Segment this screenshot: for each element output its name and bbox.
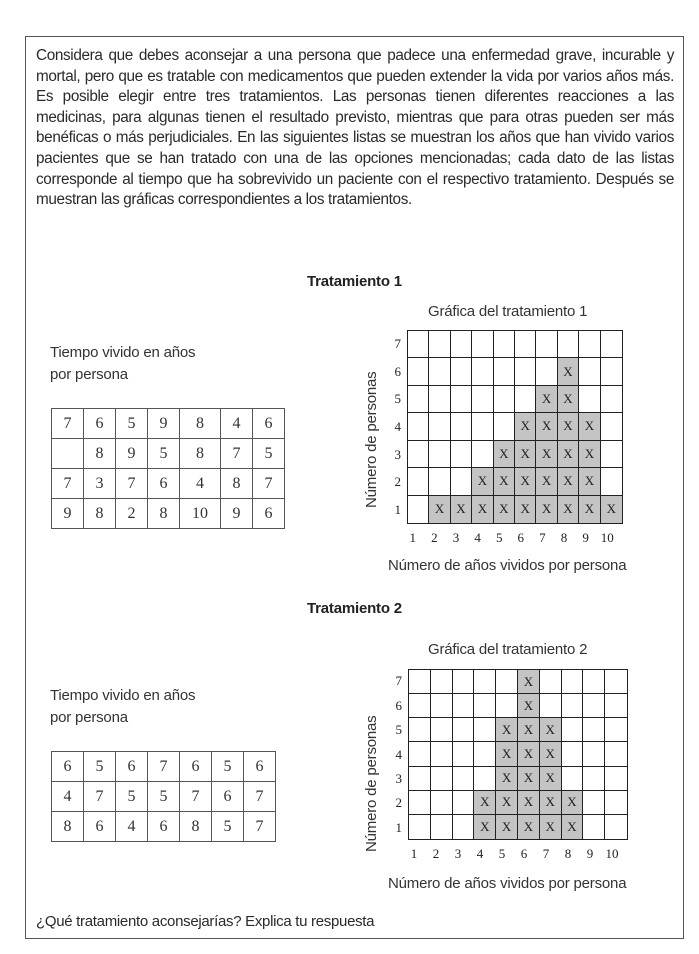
chart-cell [472, 413, 493, 440]
chart-cell [409, 767, 431, 791]
chart-cell [536, 358, 557, 385]
y-tick-label: 4 [395, 746, 402, 762]
table-cell: 6 [84, 812, 116, 842]
chart-cell [579, 386, 600, 413]
treatment-2-data-table [51, 751, 276, 842]
chart-cell [431, 670, 453, 694]
chart-cell: X [474, 815, 496, 839]
chart-cell: X [536, 413, 557, 440]
table-cell: 8 [221, 469, 253, 499]
chart-cell: X [518, 694, 540, 718]
table-row [52, 812, 276, 842]
chart-1-y-axis-label: Número de personas [363, 371, 380, 508]
table-row [52, 439, 285, 469]
y-tick-label: 3 [395, 770, 402, 786]
chart-cell [562, 694, 584, 718]
x-tick-label: 1 [409, 530, 417, 545]
chart-cell [409, 670, 431, 694]
chart-cell [431, 767, 453, 791]
table-cell: 6 [212, 782, 244, 812]
table-row [52, 499, 285, 529]
chart-cell [429, 413, 450, 440]
x-tick-label: 10 [605, 846, 619, 861]
chart-cell [429, 358, 450, 385]
chart-cell [540, 694, 562, 718]
chart-cell [605, 718, 627, 742]
chart-2-title: Gráfica del tratamiento 2 [428, 641, 588, 658]
chart-cell [540, 670, 562, 694]
table-cell: 9 [52, 499, 84, 529]
table-cell: 6 [148, 812, 180, 842]
y-tick-label: 2 [395, 795, 402, 811]
chart-cell: X [536, 386, 557, 413]
chart-cell: X [579, 496, 600, 523]
table-cell: 7 [116, 469, 148, 499]
x-tick-label: 8 [564, 846, 572, 861]
chart-cell [431, 815, 453, 839]
chart-cell: X [472, 468, 493, 495]
x-tick-label: 7 [542, 846, 550, 861]
chart-cell: X [558, 496, 579, 523]
chart-cell [451, 331, 472, 358]
table-cell [52, 439, 84, 469]
table-cell: 6 [253, 409, 285, 439]
chart-cell [474, 767, 496, 791]
chart-cell: X [451, 496, 472, 523]
treatment-1-data-table [51, 408, 285, 529]
caption-line-2: por persona [50, 709, 128, 726]
chart-cell [431, 694, 453, 718]
chart-cell [451, 386, 472, 413]
treatment-2-chart-grid [408, 669, 628, 840]
chart-cell [601, 331, 622, 358]
table-cell: 4 [180, 469, 221, 499]
y-tick-label: 5 [394, 391, 401, 407]
y-tick-label: 2 [394, 474, 401, 490]
chart-cell: X [518, 670, 540, 694]
chart-cell [605, 742, 627, 766]
chart-cell [494, 413, 515, 440]
chart-cell [562, 670, 584, 694]
treatment-1-title: Tratamiento 1 [307, 273, 402, 290]
chart-cell: X [496, 718, 518, 742]
chart-cell [429, 331, 450, 358]
chart-cell [409, 791, 431, 815]
y-tick-label: 7 [395, 673, 402, 689]
table-cell: 8 [180, 439, 221, 469]
y-tick-label: 3 [394, 446, 401, 462]
x-tick-label: 9 [586, 846, 594, 861]
chart-cell: X [472, 496, 493, 523]
caption-line-1: Tiempo vivido en años [50, 687, 196, 704]
question-prompt: ¿Qué tratamiento aconsejarías? Explica tu respuesta [36, 913, 375, 930]
chart-cell [451, 441, 472, 468]
chart-cell: X [558, 358, 579, 385]
table-cell: 8 [180, 812, 212, 842]
table-cell: 7 [148, 752, 180, 782]
chart-1-title: Gráfica del tratamiento 1 [428, 303, 588, 320]
chart-cell: X [536, 441, 557, 468]
chart-cell: X [496, 767, 518, 791]
intro-paragraph: Considera que debes aconsejar a una persona que padece una enfermedad grave, incurable y mortal, pero que es tratable con medicamentos que pueden extender la vida por varios años más. Es posible elegir entre tres tratamientos. Las personas tienen diferentes reacciones a las medicinas, para algunas tienen el resultado previsto, mientras que para otras pueden ser más benéficas o más perjudiciales. En las siguientes listas se muestran los años que han vivido varios pacientes que se han tratado con una de las opciones mencionadas; cada dato de las listas corresponde al tiempo que ha sobrevivido un paciente con el respectivo tratamiento. Después se muestran las gráficas correspondientes a los tratamientos. [36, 47, 674, 209]
table-cell: 5 [116, 409, 148, 439]
chart-cell: X [515, 468, 536, 495]
chart-cell: X [494, 496, 515, 523]
chart-cell [451, 358, 472, 385]
chart-cell [431, 742, 453, 766]
table-cell: 7 [253, 469, 285, 499]
chart-cell [515, 386, 536, 413]
table-cell: 5 [116, 782, 148, 812]
x-tick-label: 10 [600, 530, 614, 545]
treatment-1-chart-grid [407, 330, 623, 524]
chart-cell: X [562, 791, 584, 815]
chart-cell [583, 718, 605, 742]
table-cell: 7 [244, 812, 276, 842]
table-cell: 4 [52, 782, 84, 812]
chart-cell: X [496, 742, 518, 766]
table-cell: 9 [221, 499, 253, 529]
chart-1-x-axis-label: Número de años vividos por persona [388, 557, 627, 574]
chart-cell [601, 358, 622, 385]
chart-2-x-axis-label: Número de años vividos por persona [388, 875, 627, 892]
table-cell: 8 [180, 409, 221, 439]
table-1-caption [50, 342, 195, 386]
x-tick-label: 3 [452, 530, 460, 545]
table-cell: 5 [212, 812, 244, 842]
chart-cell: X [494, 441, 515, 468]
chart-cell [605, 694, 627, 718]
chart-cell [429, 441, 450, 468]
table-cell: 5 [212, 752, 244, 782]
chart-cell [453, 670, 475, 694]
chart-cell [453, 742, 475, 766]
chart-cell: X [540, 742, 562, 766]
chart-cell [453, 694, 475, 718]
y-tick-label: 5 [395, 722, 402, 738]
chart-cell [474, 670, 496, 694]
x-tick-label: 3 [454, 846, 462, 861]
chart-cell [562, 742, 584, 766]
chart-cell [515, 358, 536, 385]
chart-cell: X [518, 767, 540, 791]
chart-cell [583, 694, 605, 718]
chart-cell [408, 468, 429, 495]
chart-cell: X [518, 718, 540, 742]
chart-cell: X [515, 496, 536, 523]
chart-cell: X [536, 496, 557, 523]
chart-cell [605, 815, 627, 839]
y-tick-label: 6 [394, 363, 401, 379]
chart-cell [494, 358, 515, 385]
table-row [52, 409, 285, 439]
chart-cell: X [579, 413, 600, 440]
chart-cell [408, 358, 429, 385]
chart-cell [494, 331, 515, 358]
chart-cell: X [558, 468, 579, 495]
chart-cell [429, 468, 450, 495]
table-cell: 6 [253, 499, 285, 529]
x-tick-label: 6 [520, 846, 528, 861]
chart-cell: X [518, 791, 540, 815]
y-tick-label: 4 [394, 419, 401, 434]
chart-cell [472, 441, 493, 468]
table-row [52, 782, 276, 812]
chart-cell [451, 468, 472, 495]
chart-cell [408, 413, 429, 440]
table-cell: 6 [180, 752, 212, 782]
chart-cell [583, 670, 605, 694]
table-cell: 8 [84, 499, 116, 529]
chart-cell: X [540, 718, 562, 742]
table-cell: 6 [52, 752, 84, 782]
chart-cell [605, 670, 627, 694]
x-tick-label: 4 [474, 530, 481, 545]
table-cell: 4 [116, 812, 148, 842]
chart-cell [583, 767, 605, 791]
chart-cell [605, 767, 627, 791]
chart-cell: X [601, 496, 622, 523]
chart-cell [472, 386, 493, 413]
x-tick-label: 2 [431, 530, 438, 545]
table-cell: 6 [116, 752, 148, 782]
chart-cell: X [540, 815, 562, 839]
chart-cell: X [515, 413, 536, 440]
chart-cell [409, 718, 431, 742]
table-cell: 8 [52, 812, 84, 842]
chart-cell: X [558, 413, 579, 440]
chart-cell: X [579, 468, 600, 495]
chart-cell [601, 413, 622, 440]
x-tick-label: 8 [560, 530, 568, 545]
table-cell: 5 [253, 439, 285, 469]
x-tick-label: 5 [495, 530, 503, 545]
table-cell: 7 [52, 469, 84, 499]
chart-cell: X [474, 791, 496, 815]
table-cell: 4 [221, 409, 253, 439]
chart-cell [583, 791, 605, 815]
table-cell: 7 [221, 439, 253, 469]
chart-cell [474, 742, 496, 766]
table-cell: 8 [148, 499, 180, 529]
chart-2-y-axis-label: Número de personas [363, 715, 380, 852]
chart-cell: X [429, 496, 450, 523]
chart-cell [583, 742, 605, 766]
chart-cell [409, 742, 431, 766]
chart-cell: X [496, 791, 518, 815]
chart-cell [409, 815, 431, 839]
x-tick-label: 6 [517, 530, 525, 545]
x-tick-label: 4 [476, 846, 484, 861]
chart-cell [453, 791, 475, 815]
chart-cell [558, 331, 579, 358]
x-tick-label: 5 [498, 846, 506, 861]
table-cell: 5 [148, 439, 180, 469]
chart-cell [408, 496, 429, 523]
table-cell: 3 [84, 469, 116, 499]
table-cell: 8 [84, 439, 116, 469]
chart-cell [515, 331, 536, 358]
chart-cell: X [518, 742, 540, 766]
table-cell: 5 [84, 752, 116, 782]
table-cell: 7 [84, 782, 116, 812]
chart-cell [562, 718, 584, 742]
table-cell: 5 [148, 782, 180, 812]
chart-cell: X [540, 791, 562, 815]
chart-cell: X [515, 441, 536, 468]
chart-cell: X [558, 386, 579, 413]
chart-cell: X [494, 468, 515, 495]
chart-cell [408, 331, 429, 358]
table-cell: 2 [116, 499, 148, 529]
table-row [52, 752, 276, 782]
chart-cell [601, 468, 622, 495]
chart-cell [408, 441, 429, 468]
chart-cell [494, 386, 515, 413]
x-tick-label: 1 [410, 846, 418, 861]
chart-cell [408, 386, 429, 413]
table-cell: 7 [180, 782, 212, 812]
chart-cell: X [540, 767, 562, 791]
chart-cell [409, 694, 431, 718]
treatment-2-title: Tratamiento 2 [307, 600, 402, 617]
table-cell: 6 [244, 752, 276, 782]
chart-cell [431, 718, 453, 742]
chart-cell: X [558, 441, 579, 468]
y-tick-label: 7 [394, 335, 401, 351]
chart-cell: X [518, 815, 540, 839]
chart-cell [474, 718, 496, 742]
chart-cell: X [536, 468, 557, 495]
chart-cell [453, 815, 475, 839]
chart-cell [583, 815, 605, 839]
y-tick-label: 1 [394, 502, 401, 518]
chart-cell [429, 386, 450, 413]
chart-cell [605, 791, 627, 815]
y-tick-label: 6 [395, 697, 402, 713]
chart-cell [579, 331, 600, 358]
table-cell: 9 [116, 439, 148, 469]
table-2-caption [50, 685, 195, 729]
chart-cell [474, 694, 496, 718]
table-cell: 7 [244, 782, 276, 812]
chart-cell: X [579, 441, 600, 468]
chart-cell [579, 358, 600, 385]
table-cell: 6 [84, 409, 116, 439]
table-cell: 9 [148, 409, 180, 439]
table-cell: 7 [52, 409, 84, 439]
chart-cell [496, 670, 518, 694]
chart-cell [453, 718, 475, 742]
x-tick-label: 2 [432, 846, 440, 861]
chart-cell [431, 791, 453, 815]
chart-cell [453, 767, 475, 791]
chart-cell [536, 331, 557, 358]
table-cell: 6 [148, 469, 180, 499]
chart-cell [496, 694, 518, 718]
x-tick-label: 9 [582, 530, 589, 545]
y-tick-label: 1 [395, 819, 402, 835]
chart-cell: X [562, 815, 584, 839]
table-row [52, 469, 285, 499]
chart-cell [451, 413, 472, 440]
chart-cell [472, 358, 493, 385]
chart-cell [601, 441, 622, 468]
table-cell: 10 [180, 499, 221, 529]
caption-line-1: Tiempo vivido en años [50, 344, 196, 361]
chart-cell [562, 767, 584, 791]
chart-cell [601, 386, 622, 413]
x-tick-label: 7 [539, 530, 546, 545]
chart-cell: X [496, 815, 518, 839]
caption-line-2: por persona [50, 366, 128, 383]
chart-cell [472, 331, 493, 358]
